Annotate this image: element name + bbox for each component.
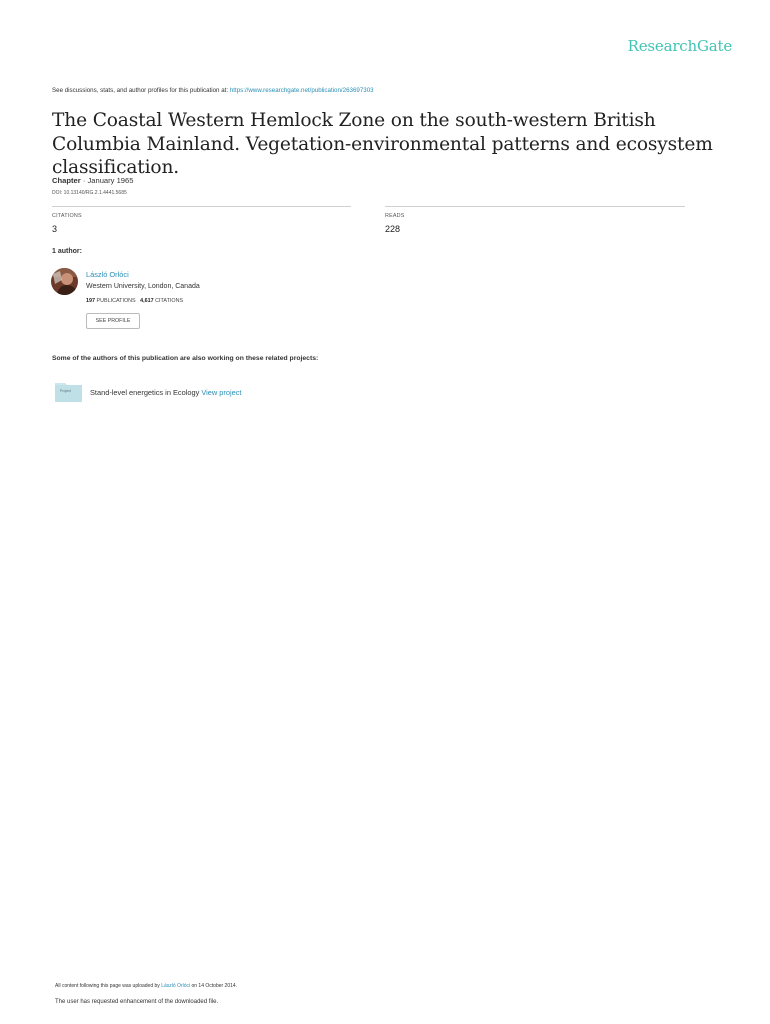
publication-title: The Coastal Western Hemlock Zone on the south-western British Columbia Mainland. Vegetation-environmental patterns and ecosystem classification. [52, 110, 713, 178]
upload-prefix: All content following this page was uploaded by [55, 983, 162, 989]
project-title: Stand-level energetics in Ecology [90, 388, 200, 397]
author-publications-label: PUBLICATIONS [96, 298, 136, 304]
discussion-text: See discussions, stats, and author profiles for this publication at: [52, 87, 230, 94]
author-name-link[interactable]: László Orlóci [86, 270, 129, 279]
meta-separator: · [80, 176, 88, 185]
authors-heading: 1 author: [52, 248, 82, 255]
related-projects-heading: Some of the authors of this publication are also working on these related projects: [52, 355, 319, 362]
citations-value: 3 [52, 224, 58, 234]
project-thumb-text: Project [60, 389, 71, 393]
enhancement-note: The user has requested enhancement of the downloaded file. [55, 999, 219, 1005]
discussion-banner [52, 87, 374, 94]
publication-type: Chapter [52, 176, 81, 185]
publication-doi[interactable]: DOI: 10.13140/RG.2.1.4441.5685 [52, 190, 127, 196]
reads-label: READS [385, 213, 405, 219]
author-citations-count: 4,617 [140, 298, 154, 304]
publication-meta [52, 176, 133, 185]
citations-divider [52, 206, 351, 207]
citations-label: CITATIONS [52, 213, 82, 219]
related-project-item [90, 388, 241, 397]
author-institution: Western University, London, Canada [86, 283, 200, 290]
author-photo-icon [51, 268, 78, 295]
view-project-link[interactable]: View project [201, 388, 242, 397]
upload-note [55, 983, 237, 989]
reads-divider [385, 206, 685, 207]
author-avatar[interactable] [51, 268, 78, 295]
researchgate-logo[interactable]: ResearchGate [627, 37, 732, 55]
reads-value: 228 [385, 224, 401, 234]
author-publications-count: 197 [86, 298, 95, 304]
publication-date: January 1965 [87, 176, 134, 185]
project-thumbnail[interactable] [55, 381, 82, 402]
see-profile-button[interactable]: SEE PROFILE [86, 313, 140, 329]
upload-suffix: on 14 October 2014. [190, 983, 238, 989]
author-citations-label: CITATIONS [155, 298, 184, 304]
uploader-link[interactable]: László Orlóci [161, 983, 191, 989]
author-stats [86, 298, 183, 304]
publication-url-link[interactable]: https://www.researchgate.net/publication/263697303 [229, 87, 374, 94]
